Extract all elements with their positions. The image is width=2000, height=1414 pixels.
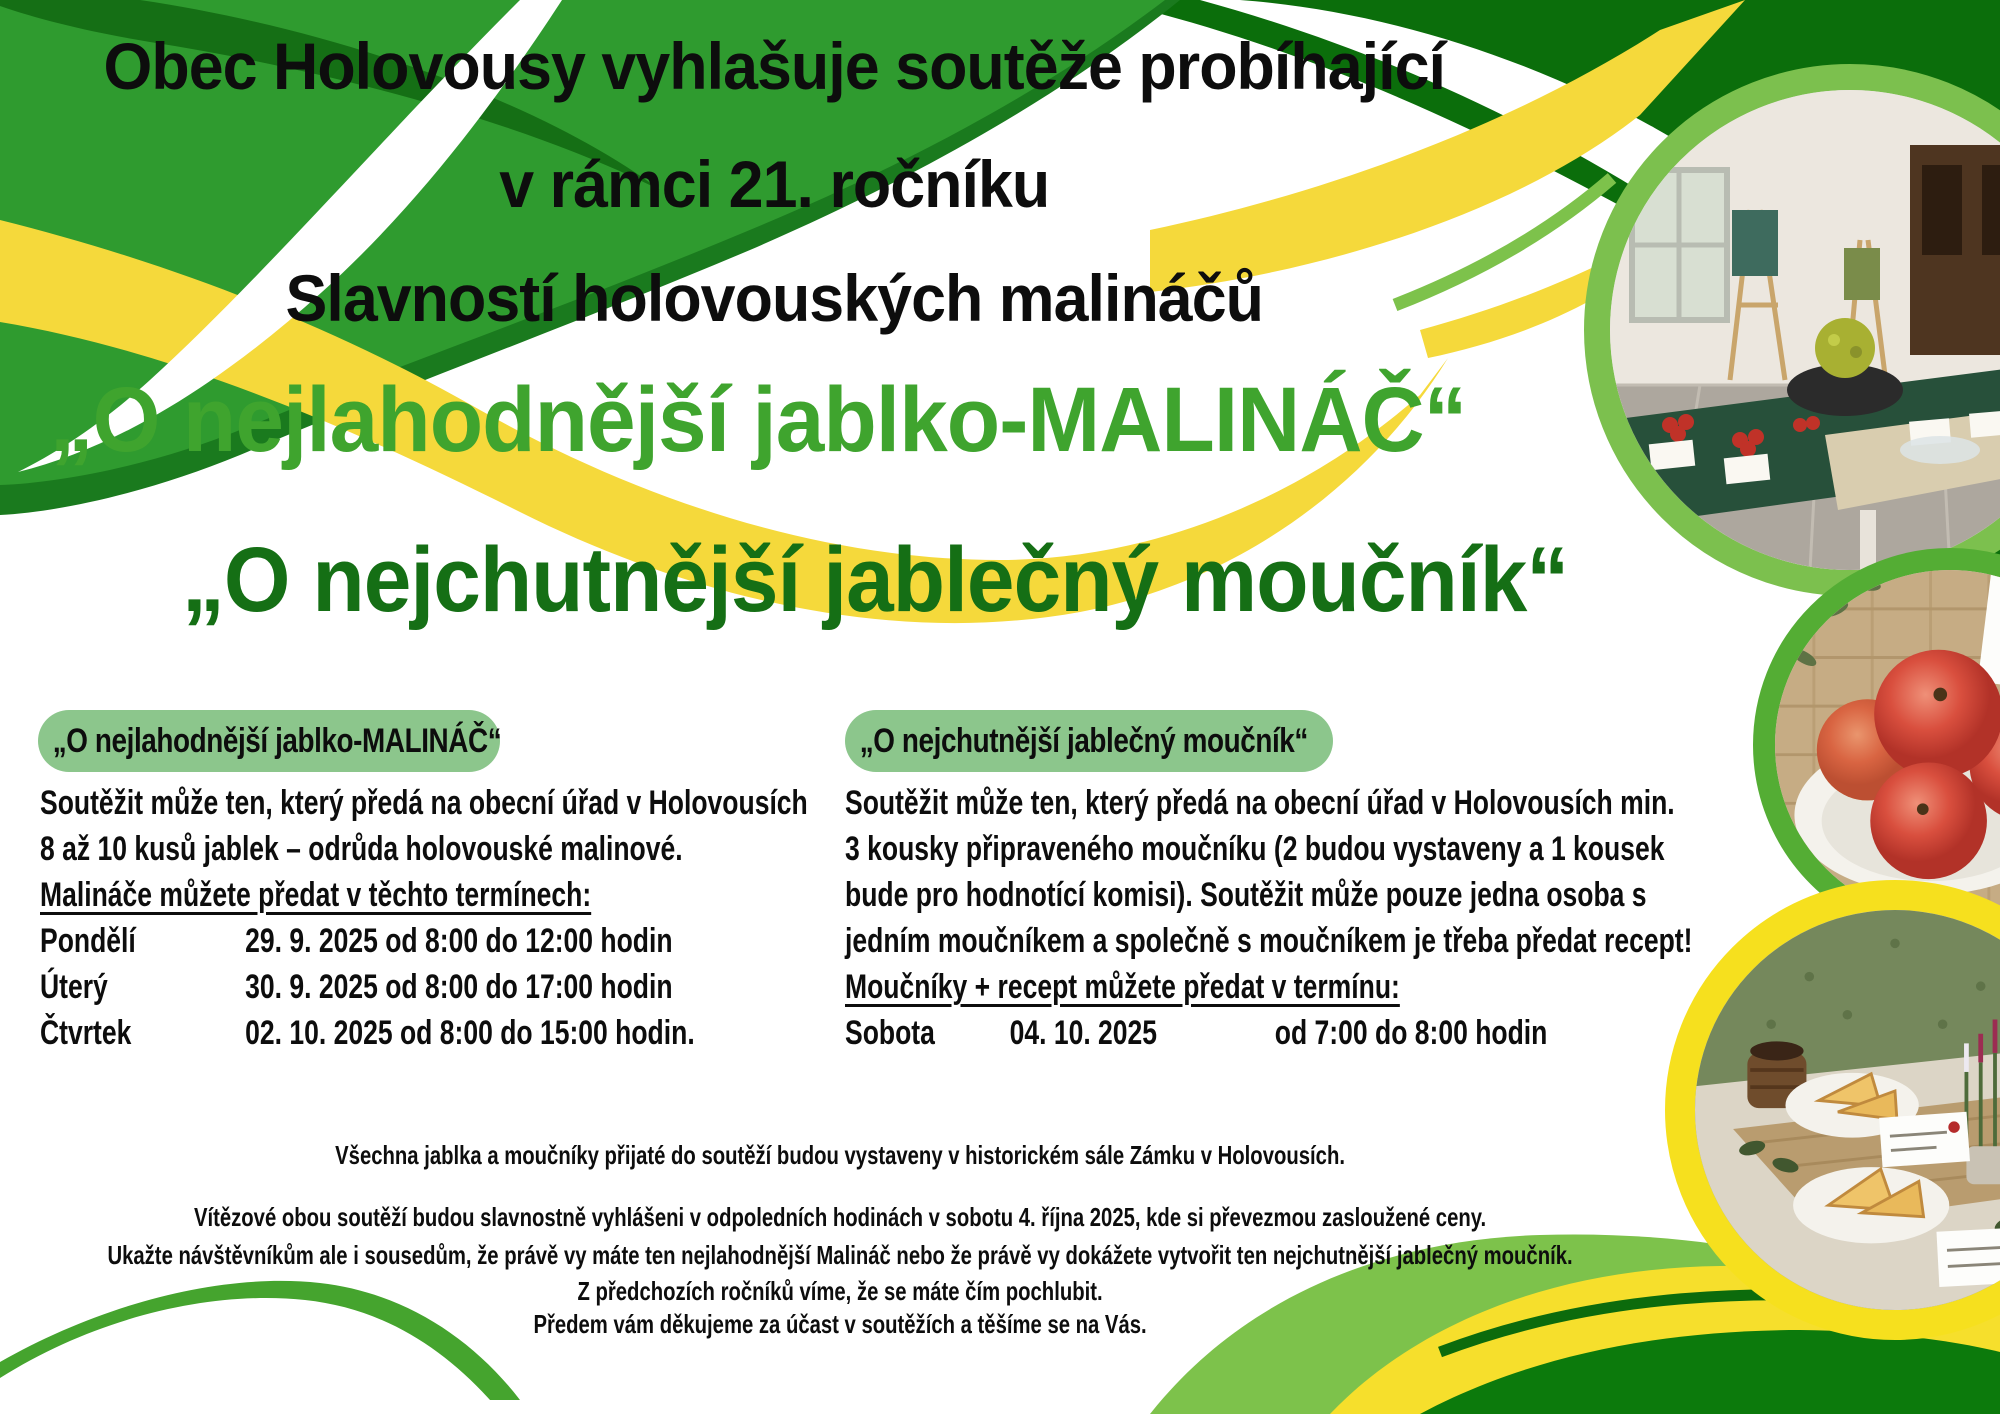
apple-contest-details [40, 780, 828, 1056]
dessert-contest-pill-label: „O nejchutnější jablečný moučník“ [859, 721, 1308, 760]
apple-contest-pill-label: „O nejlahodnější jablko-MALINÁČ“ [52, 721, 502, 760]
schedule-date: 04. 10. 2025 [1009, 1014, 1158, 1052]
photo-circle-exhibition-hall [1584, 64, 2000, 596]
schedule-time: od 8:00 do 12:00 hodin [385, 922, 673, 960]
hall-flower-ball [1815, 318, 1875, 378]
footer-thanks-note: Předem vám děkujeme za účast v soutěžích a těšíme se na Vás. [533, 1309, 1147, 1339]
heading-dessert-contest: „O nejchutnější jablečný moučník“ [182, 529, 1569, 631]
schedule-date: 29. 9. 2025 [245, 922, 378, 960]
apples-on-plate-photo [1775, 570, 2000, 920]
schedule-time: od 8:00 do 15:00 hodin. [399, 1014, 695, 1052]
dessert-schedule-row [845, 1010, 1707, 1056]
dessert-rule-line: Soutěžit může ten, který předá na obecní úřad v Holovousích min. [845, 784, 1675, 822]
heather-pot [1966, 1146, 2000, 1184]
dessert-rule-line: jedním moučníkem a společně s moučníkem je třeba předat recept! [845, 922, 1693, 960]
footer-invitation-note: Ukažte návštěvníkům ale i sousedům, že právě vy máte ten nejlahodnější Malináč nebo že právě vy dokážete vytvořit ten nejchutnější jablečný moučník. [107, 1240, 1573, 1270]
apple-rule-line: Soutěžit může ten, který předá na obecní úřad v Holovousích [40, 784, 808, 822]
dessert-plate-2 [1793, 1167, 1949, 1243]
schedule-date: 30. 9. 2025 [245, 968, 378, 1006]
hall-painting-2 [1844, 248, 1880, 300]
apple-stem [1933, 688, 1947, 702]
dessert-schedule-heading: Moučníky + recept můžete předat v termínu: [845, 968, 1400, 1006]
schedule-time: od 8:00 do 17:00 hodin [385, 968, 673, 1006]
apple-rule-line: 8 až 10 kusů jablek – odrůda holovouské malinové. [40, 830, 683, 868]
schedule-day: Pondělí [40, 922, 136, 960]
dessert-contest-pill [845, 710, 1333, 772]
apple-schedule-row [40, 918, 828, 964]
apple-schedule-heading: Malináče můžete předat v těchto termínech: [40, 876, 592, 914]
schedule-day: Úterý [40, 968, 108, 1006]
schedule-date: 02. 10. 2025 [245, 1014, 393, 1052]
exhibition-hall-photo [1610, 90, 2000, 570]
hall-painting-1 [1732, 210, 1778, 276]
schedule-time: od 7:00 do 8:00 hodin [1274, 1014, 1548, 1052]
heading-apple-contest: „O nejlahodnější jablko-MALINÁČ“ [49, 369, 1467, 471]
photo-circle-desserts [1665, 880, 2000, 1340]
recipe-card-1 [1879, 1112, 1970, 1168]
dessert-rule-line: bude pro hodnotící komisi). Soutěžit může pouze jedna osoba s [845, 876, 1647, 914]
poster-title-line-1: Obec Holovousy vyhlašuje soutěže probíhající [103, 29, 1445, 103]
poster-title-line-3: Slavností holovouských malináčů [285, 261, 1264, 335]
apple-contest-pill [38, 710, 500, 772]
recipe-card-2 [1936, 1226, 2000, 1287]
apple-schedule-row [40, 964, 828, 1010]
hall-glass-bowl [1900, 436, 1980, 464]
dessert-contest-details [845, 780, 1707, 1056]
apple-schedule-row [40, 1010, 828, 1056]
footer-winners-note: Vítězové obou soutěží budou slavnostně vyhlášeni v odpoledních hodinách v sobotu 4. října 2025, kde si převezmou zasloužené ceny. [193, 1202, 1487, 1232]
footer-exhibition-note: Všechna jablka a moučníky přijaté do soutěží budou vystaveny v historickém sále Zámku v Holovousích. [335, 1140, 1345, 1170]
footer-pride-note: Z předchozích ročníků víme, že se máte čím pochlubit. [577, 1276, 1103, 1306]
dessert-rule-line: 3 kousky připraveného moučníku (2 budou vystaveny a 1 kousek [845, 830, 1665, 868]
schedule-day: Sobota [845, 1014, 935, 1052]
schedule-day: Čtvrtek [40, 1014, 132, 1052]
apple-dessert-table-photo [1695, 910, 2000, 1310]
poster-title-line-2: v rámci 21. ročníku [499, 147, 1050, 221]
